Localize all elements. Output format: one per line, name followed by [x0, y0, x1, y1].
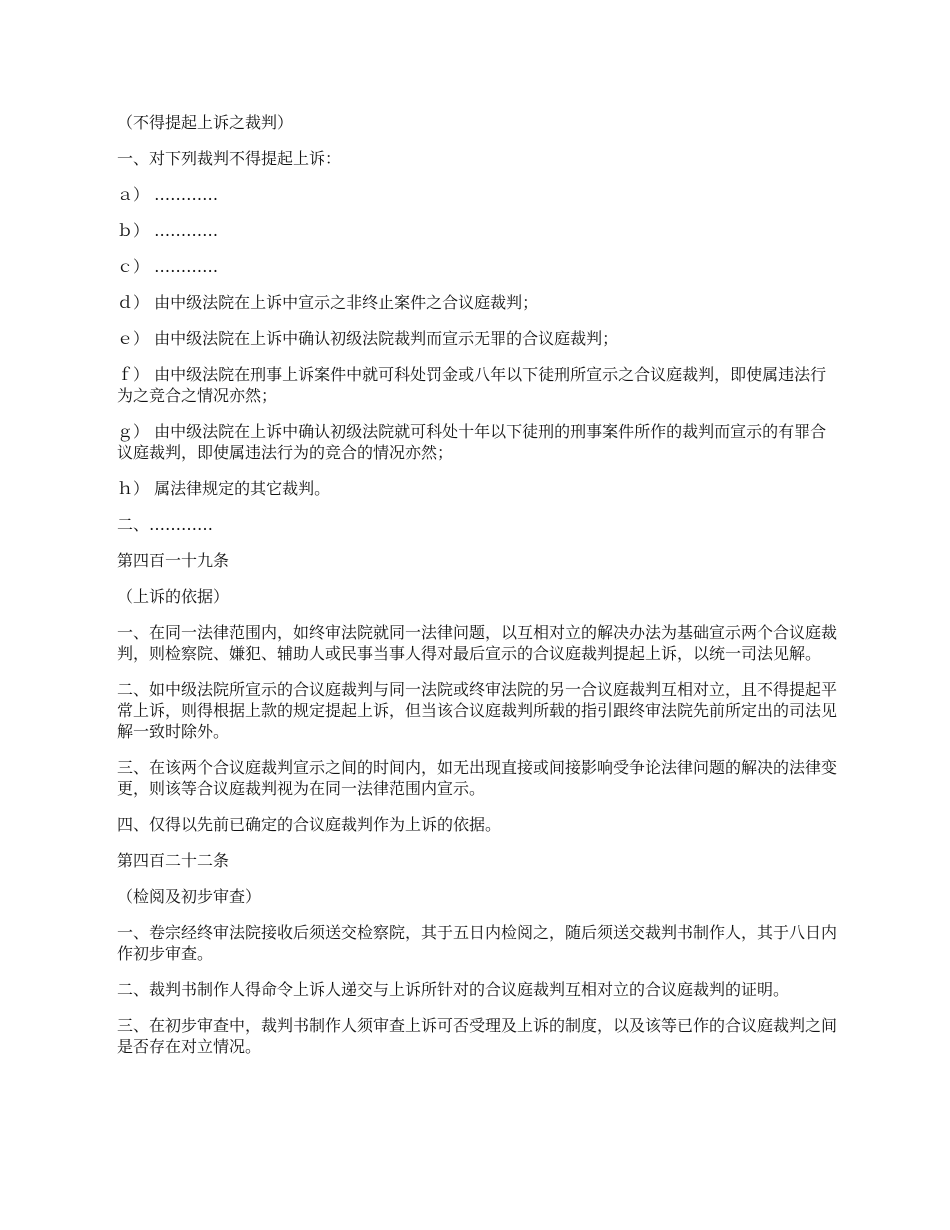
- sub-item-b: ｂ） …………: [117, 221, 219, 240]
- article-419-title: 第四百一十九条: [117, 551, 230, 570]
- article-422-para-1: 一、卷宗经终审法院接收后须送交检察院，其于五日内检阅之，随后须送交裁判书制作人，其于八日内作初步审查。: [117, 923, 838, 963]
- article-422-para-2: 二、裁判书制作人得命令上诉人递交与上诉所针对的合议庭裁判互相对立的合议庭裁判的证明。: [117, 980, 790, 999]
- sub-item-d: ｄ） 由中级法院在上诉中宣示之非终止案件之合议庭裁判；: [117, 293, 539, 312]
- sub-item-c: ｃ） …………: [117, 257, 219, 276]
- article-422-title: 第四百二十二条: [117, 851, 230, 870]
- sub-item-h: ｈ） 属法律规定的其它裁判。: [117, 479, 331, 498]
- article-419-para-1: 一、在同一法律范围内，如终审法院就同一法律问题，以互相对立的解决办法为基础宣示两个合议庭裁判，则检察院、嫌犯、辅助人或民事当事人得对最后宣示的合议庭裁判提起上诉，以统一司法见解。: [117, 623, 838, 663]
- sub-item-a: ａ） …………: [117, 185, 219, 204]
- article-419-para-4: 四、仅得以先前已确定的合议庭裁判作为上诉的依据。: [117, 815, 502, 834]
- article-419-subtitle: （上诉的依据）: [117, 587, 230, 606]
- article-422-subtitle: （检阅及初步审查）: [117, 887, 262, 906]
- sub-item-f: ｆ） 由中级法院在刑事上诉案件中就可科处罚金或八年以下徒刑所宣示之合议庭裁判，即使属违法行为之竞合之情况亦然；: [117, 365, 827, 405]
- heading-non-appealable-decisions: （不得提起上诉之裁判）: [117, 113, 294, 132]
- sub-item-e: ｅ） 由中级法院在上诉中确认初级法院裁判而宣示无罪的合议庭裁判；: [117, 329, 619, 348]
- article-422-para-3: 三、在初步审查中，裁判书制作人须审查上诉可否受理及上诉的制度，以及该等已作的合议庭裁判之间是否存在对立情况。: [117, 1016, 838, 1056]
- paragraph-item-1: 一、对下列裁判不得提起上诉：: [117, 149, 342, 168]
- article-419-para-2: 二、如中级法院所宣示的合议庭裁判与同一法院或终审法院的另一合议庭裁判互相对立，且不得提起平常上诉，则得根据上款的规定提起上诉，但当该合议庭裁判所载的指引跟终审法院先前所定出的司法见解一致时除外。: [117, 680, 838, 741]
- article-419-para-3: 三、在该两个合议庭裁判宣示之间的时间内，如无出现直接或间接影响受争论法律问题的解决的法律变更，则该等合议庭裁判视为在同一法律范围内宣示。: [117, 758, 838, 798]
- document-body: [117, 112, 839, 1072]
- paragraph-item-2: 二、…………: [117, 515, 214, 534]
- sub-item-g: ｇ） 由中级法院在上诉中确认初级法院就可科处十年以下徒刑的刑事案件所作的裁判而宣示的有罪合议庭裁判，即使属违法行为的竞合的情况亦然；: [117, 422, 827, 462]
